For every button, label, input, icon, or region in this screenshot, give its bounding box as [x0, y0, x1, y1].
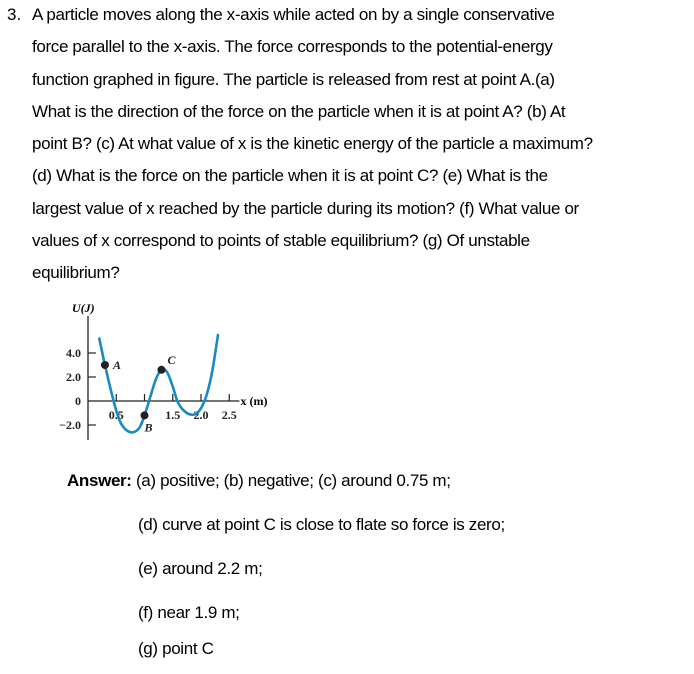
point-b-label: B: [144, 420, 153, 435]
point-b-marker: [141, 411, 149, 419]
point-c-marker: [157, 366, 165, 374]
x-axis-label: x (m): [240, 394, 268, 408]
point-a-label: A: [112, 358, 121, 372]
answer-line-4: (f) near 1.9 m;: [138, 603, 240, 622]
x-tick-label: 2.5: [221, 408, 237, 422]
y-tick-label: 4.0: [66, 346, 81, 360]
y-tick-label: 2.0: [66, 370, 81, 384]
point-a-marker: [101, 361, 109, 369]
question-line: force parallel to the x-axis. The force corresponds to the potential-energy: [32, 37, 553, 56]
x-tick-label: 1.5: [165, 408, 181, 422]
potential-energy-graph: [20, 295, 268, 450]
question-number: 3.: [7, 5, 22, 24]
question-line: A particle moves along the x-axis while acted on by a single conservative: [32, 5, 555, 24]
question-line: point B? (c) At what value of x is the kinetic energy of the particle a maximum?: [32, 134, 593, 153]
point-c-label: C: [167, 352, 176, 367]
y-tick-label: 0: [75, 394, 81, 408]
y-tick-label: −2.0: [59, 418, 81, 432]
x-tick-label: 0.5: [108, 408, 124, 422]
question-line: What is the direction of the force on the particle when it is at point A? (b) At: [32, 102, 566, 121]
y-axis-label: U(J): [72, 301, 95, 315]
answer-label: Answer:: [67, 471, 132, 490]
question-line: equilibrium?: [32, 263, 120, 282]
tick-labels: [59, 346, 237, 435]
answer-line-2: (d) curve at point C is close to flate so force is zero;: [138, 515, 505, 534]
x-tick-label: 2.0: [193, 408, 209, 422]
question-line: values of x correspond to points of stable equilibrium? (g) Of unstable: [32, 231, 530, 250]
question-line: (d) What is the force on the particle when it is at point C? (e) What is the: [32, 166, 548, 185]
question-line: function graphed in figure. The particle is released from rest at point A.(a): [32, 70, 555, 89]
question-line: largest value of x reached by the particle during its motion? (f) What value or: [32, 199, 579, 218]
answer-line-3: (e) around 2.2 m;: [138, 559, 263, 578]
answer-text: (a) positive; (b) negative; (c) around 0.75 m;: [136, 471, 451, 490]
answer-line-5: (g) point C: [138, 639, 214, 658]
answer-line-1: [67, 471, 451, 491]
